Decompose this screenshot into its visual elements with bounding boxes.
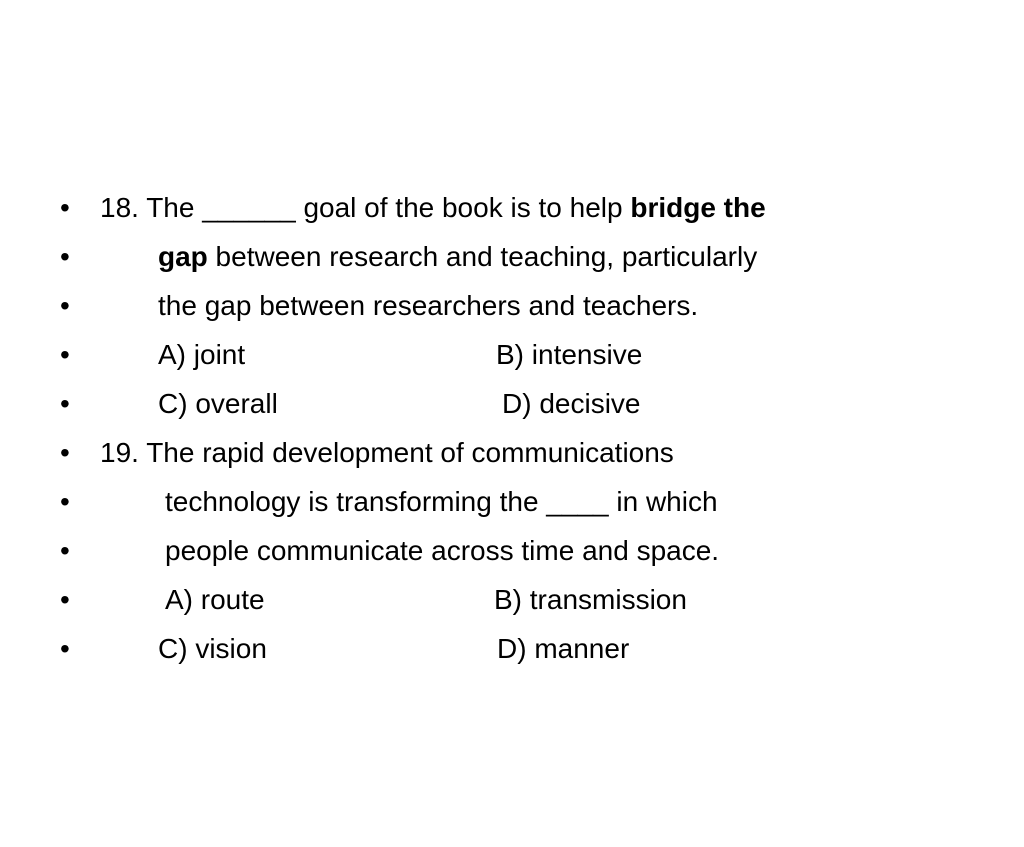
q18-line3: the gap between researchers and teachers. bbox=[158, 290, 699, 321]
q18-bold-word: gap bbox=[158, 241, 208, 272]
q18-option-d: D) decisive bbox=[502, 388, 641, 419]
q19-option-a: A) route bbox=[165, 584, 265, 615]
bullet-marker: • bbox=[60, 486, 70, 517]
q19-line2: technology is transforming the ____ in which bbox=[165, 486, 718, 517]
bullet-marker: • bbox=[60, 241, 70, 272]
list-item bbox=[60, 235, 758, 284]
q19-line3: people communicate across time and space. bbox=[165, 535, 720, 566]
bullet-marker: • bbox=[60, 192, 70, 223]
list-item bbox=[60, 578, 687, 627]
bullet-marker: • bbox=[60, 584, 70, 615]
list-item bbox=[60, 627, 630, 676]
bullet-marker: • bbox=[60, 339, 70, 370]
list-item bbox=[60, 529, 720, 578]
q18-line1 bbox=[100, 186, 766, 230]
list-item bbox=[60, 431, 674, 480]
q18-stem-text: 18. The ______ goal of the book is to help bbox=[100, 192, 631, 223]
bullet-marker: • bbox=[60, 388, 70, 419]
bullet-marker: • bbox=[60, 535, 70, 566]
bullet-marker: • bbox=[60, 290, 70, 321]
q18-option-b: B) intensive bbox=[496, 339, 643, 370]
q19-option-c: C) vision bbox=[158, 633, 267, 664]
q18-line2 bbox=[158, 235, 757, 279]
q18-option-c: C) overall bbox=[158, 388, 278, 419]
list-item bbox=[60, 382, 641, 431]
bullet-marker: • bbox=[60, 633, 70, 664]
bullet-marker: • bbox=[60, 437, 70, 468]
list-item bbox=[60, 186, 766, 235]
q18-bold-phrase: bridge the bbox=[630, 192, 766, 223]
q18-line2-text: between research and teaching, particularly bbox=[207, 241, 758, 272]
list-item bbox=[60, 480, 718, 529]
list-item bbox=[60, 284, 699, 333]
q19-option-d: D) manner bbox=[497, 633, 630, 664]
q19-line1: 19. The rapid development of communications bbox=[100, 437, 674, 468]
question-list bbox=[60, 186, 766, 676]
list-item bbox=[60, 333, 643, 382]
q19-option-b: B) transmission bbox=[494, 584, 687, 615]
q18-option-a: A) joint bbox=[158, 339, 246, 370]
